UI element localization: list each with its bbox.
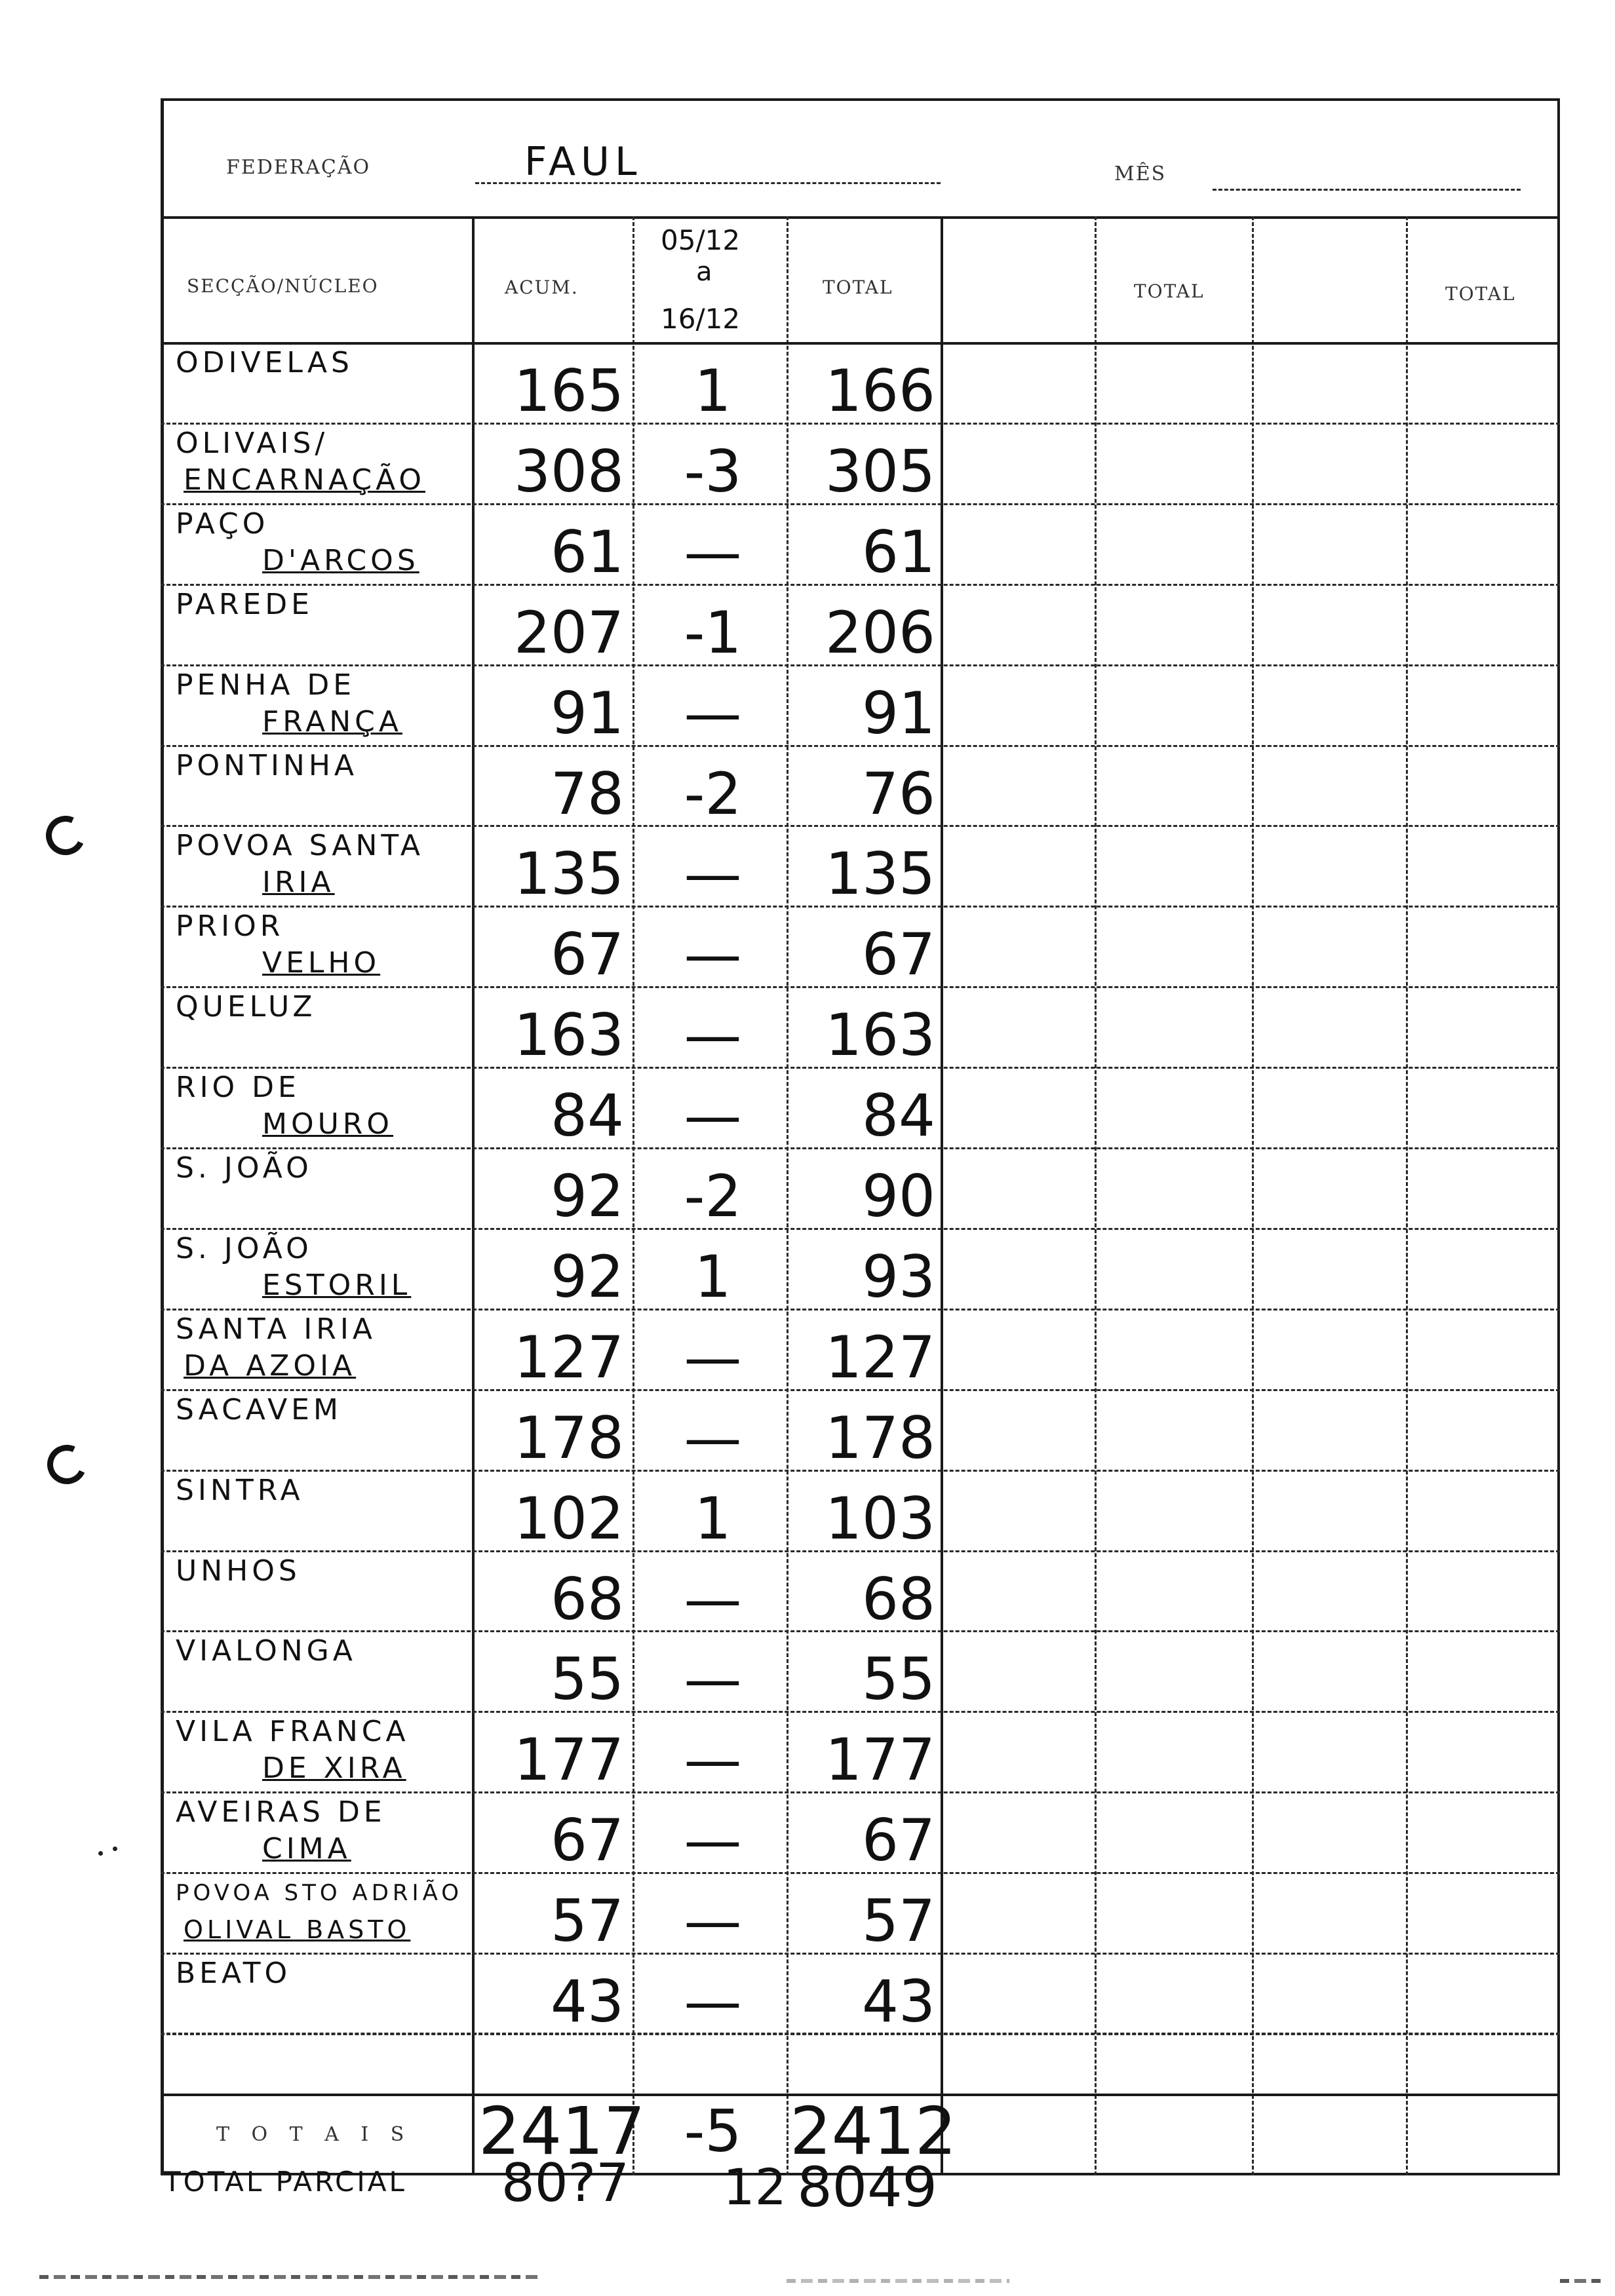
row-name: SANTA IRIA xyxy=(176,1312,376,1346)
row-acum: 68 xyxy=(551,1565,624,1633)
row-delta: — xyxy=(684,1565,742,1633)
col-line xyxy=(941,216,943,2175)
row-total: 61 xyxy=(862,518,935,586)
row-name: POVOA SANTA xyxy=(176,829,424,862)
row-acum: 57 xyxy=(551,1887,624,1955)
row-total: 127 xyxy=(825,1324,935,1391)
row-acum: 207 xyxy=(514,599,624,666)
row-delta: — xyxy=(684,518,742,586)
row-total: 67 xyxy=(862,1807,935,1874)
row-acum: 67 xyxy=(551,921,624,988)
row-acum: 178 xyxy=(514,1404,624,1472)
row-total: 166 xyxy=(825,357,935,425)
col-header-acum: ACUM. xyxy=(505,277,579,298)
totais-delta: -5 xyxy=(684,2097,742,2165)
scan-artifact xyxy=(787,2279,1009,2283)
row-delta: — xyxy=(684,1968,742,2035)
row-delta: — xyxy=(684,1404,742,1472)
row-separator xyxy=(161,584,1560,586)
row-name: VIALONGA xyxy=(176,1634,357,1668)
row-delta: -2 xyxy=(684,760,742,828)
row-total: 57 xyxy=(862,1887,935,1955)
row-delta: -1 xyxy=(684,599,742,666)
mes-label: MÊS xyxy=(1114,163,1167,185)
header-separator xyxy=(161,216,1560,219)
punch-hole-top xyxy=(41,811,91,861)
row-separator xyxy=(161,1953,1560,1955)
scan-speck xyxy=(98,1851,103,1856)
row-delta: — xyxy=(684,1887,742,1955)
row-name: VILA FRANCA xyxy=(176,1715,410,1748)
row-delta: 1 xyxy=(694,1243,731,1311)
row-name-line2: MOURO xyxy=(262,1107,394,1141)
mes-underline xyxy=(1213,189,1521,191)
row-name-line2: DA AZOIA xyxy=(184,1349,357,1383)
row-delta: -2 xyxy=(684,1162,742,1230)
row-total: 84 xyxy=(862,1082,935,1149)
row-total: 206 xyxy=(825,599,935,666)
row-acum: 55 xyxy=(551,1645,624,1713)
row-name-line2: D'ARCOS xyxy=(262,544,419,577)
row-name: PAREDE xyxy=(176,588,313,621)
row-name: BEATO xyxy=(176,1957,292,1990)
row-separator xyxy=(161,825,1560,827)
row-delta: -3 xyxy=(684,438,742,505)
row-total: 93 xyxy=(862,1243,935,1311)
row-total: 178 xyxy=(825,1404,935,1472)
row-separator xyxy=(161,1711,1560,1713)
column-header-separator xyxy=(161,342,1560,345)
row-name-line2: FRANÇA xyxy=(262,705,402,738)
row-name-line2: CIMA xyxy=(262,1832,351,1866)
row-delta: — xyxy=(684,921,742,988)
row-acum: 127 xyxy=(514,1324,624,1391)
row-delta: — xyxy=(684,1324,742,1391)
row-name-line2: IRIA xyxy=(262,866,335,899)
col-header-period-to: 16/12 xyxy=(661,303,741,335)
row-name: UNHOS xyxy=(176,1554,301,1588)
row-total: 177 xyxy=(825,1726,935,1793)
col-line xyxy=(1095,216,1097,2175)
col-header-total-2: TOTAL xyxy=(1134,280,1205,302)
total-parcial-delta: 12 xyxy=(723,2158,787,2216)
totais-acum: 2417 xyxy=(478,2093,646,2170)
row-name: PENHA DE xyxy=(176,668,356,702)
row-name: OLIVAIS/ xyxy=(176,427,329,460)
row-acum: 102 xyxy=(514,1485,624,1552)
row-separator xyxy=(161,986,1560,988)
row-acum: 91 xyxy=(551,679,624,747)
row-name: QUELUZ xyxy=(176,990,317,1024)
col-header-total-1: TOTAL xyxy=(823,277,893,298)
row-total: 305 xyxy=(825,438,935,505)
row-name-line2: DE XIRA xyxy=(262,1751,406,1785)
row-name: ODIVELAS xyxy=(176,346,353,379)
row-name: SINTRA xyxy=(176,1474,304,1507)
row-name-line2: VELHO xyxy=(262,946,381,980)
row-total: 68 xyxy=(862,1565,935,1633)
row-separator xyxy=(161,1309,1560,1311)
total-parcial-acum: 80?7 xyxy=(501,2152,629,2213)
row-delta: — xyxy=(684,840,742,908)
row-total: 91 xyxy=(862,679,935,747)
row-total: 103 xyxy=(825,1485,935,1552)
row-delta: — xyxy=(684,1645,742,1713)
row-separator xyxy=(161,2033,1560,2035)
row-acum: 43 xyxy=(551,1968,624,2035)
row-total: 163 xyxy=(825,1001,935,1069)
row-delta: — xyxy=(684,1726,742,1793)
row-acum: 92 xyxy=(551,1243,624,1311)
row-name: S. JOÃO xyxy=(176,1151,313,1185)
row-acum: 84 xyxy=(551,1082,624,1149)
col-header-period-from: 05/12 xyxy=(661,224,741,256)
federacao-value: FAUL xyxy=(524,139,642,185)
col-header-period-sep: a xyxy=(696,257,712,287)
row-acum: 163 xyxy=(514,1001,624,1069)
row-name: SACAVEM xyxy=(176,1393,342,1426)
col-line xyxy=(472,216,475,2175)
row-total: 67 xyxy=(862,921,935,988)
row-acum: 67 xyxy=(551,1807,624,1874)
row-delta: — xyxy=(684,1082,742,1149)
federacao-label: FEDERAÇÃO xyxy=(226,156,371,179)
row-acum: 61 xyxy=(551,518,624,586)
col-header-total-3: TOTAL xyxy=(1445,283,1516,305)
totais-total: 2412 xyxy=(790,2093,957,2170)
row-name-line2: ESTORIL xyxy=(262,1269,412,1302)
row-acum: 165 xyxy=(514,357,624,425)
row-name: PONTINHA xyxy=(176,749,359,782)
row-separator xyxy=(161,1228,1560,1230)
total-parcial-total: 8049 xyxy=(797,2155,937,2219)
row-delta: — xyxy=(684,679,742,747)
row-name: POVOA STO ADRIÃO xyxy=(176,1880,463,1906)
row-separator xyxy=(161,1872,1560,1874)
row-separator xyxy=(161,1630,1560,1632)
col-line xyxy=(787,216,788,2175)
row-name-line2: OLIVAL BASTO xyxy=(184,1915,411,1944)
col-line xyxy=(1252,216,1254,2175)
row-acum: 177 xyxy=(514,1726,624,1793)
row-name: S. JOÃO xyxy=(176,1232,313,1265)
col-line xyxy=(1406,216,1408,2175)
row-delta: — xyxy=(684,1807,742,1874)
row-acum: 135 xyxy=(514,840,624,908)
scan-speck xyxy=(113,1846,117,1851)
punch-hole-bottom xyxy=(42,1440,92,1490)
row-total: 76 xyxy=(862,760,935,828)
row-delta: — xyxy=(684,1001,742,1069)
scan-artifact xyxy=(39,2275,537,2279)
col-header-seccao: SECÇÃO/NÚCLEO xyxy=(187,275,379,297)
row-acum: 78 xyxy=(551,760,624,828)
row-separator xyxy=(161,745,1560,747)
row-name-line2: ENCARNAÇÃO xyxy=(184,463,426,497)
row-total: 90 xyxy=(862,1162,935,1230)
row-name: PAÇO xyxy=(176,507,269,541)
scan-artifact xyxy=(1560,2279,1606,2283)
row-total: 135 xyxy=(825,840,935,908)
col-line xyxy=(632,216,634,2175)
row-delta: 1 xyxy=(694,1485,731,1552)
row-name: AVEIRAS DE xyxy=(176,1795,386,1829)
row-acum: 308 xyxy=(514,438,624,505)
row-delta: 1 xyxy=(694,357,731,425)
row-total: 55 xyxy=(862,1645,935,1713)
row-separator xyxy=(161,1147,1560,1149)
row-name: PRIOR xyxy=(176,909,284,943)
row-total: 43 xyxy=(862,1968,935,2035)
row-acum: 92 xyxy=(551,1162,624,1230)
row-name: RIO DE xyxy=(176,1071,300,1104)
total-parcial-label: TOTAL PARCIAL xyxy=(164,2166,407,2198)
totais-label: T O T A I S xyxy=(216,2123,412,2146)
